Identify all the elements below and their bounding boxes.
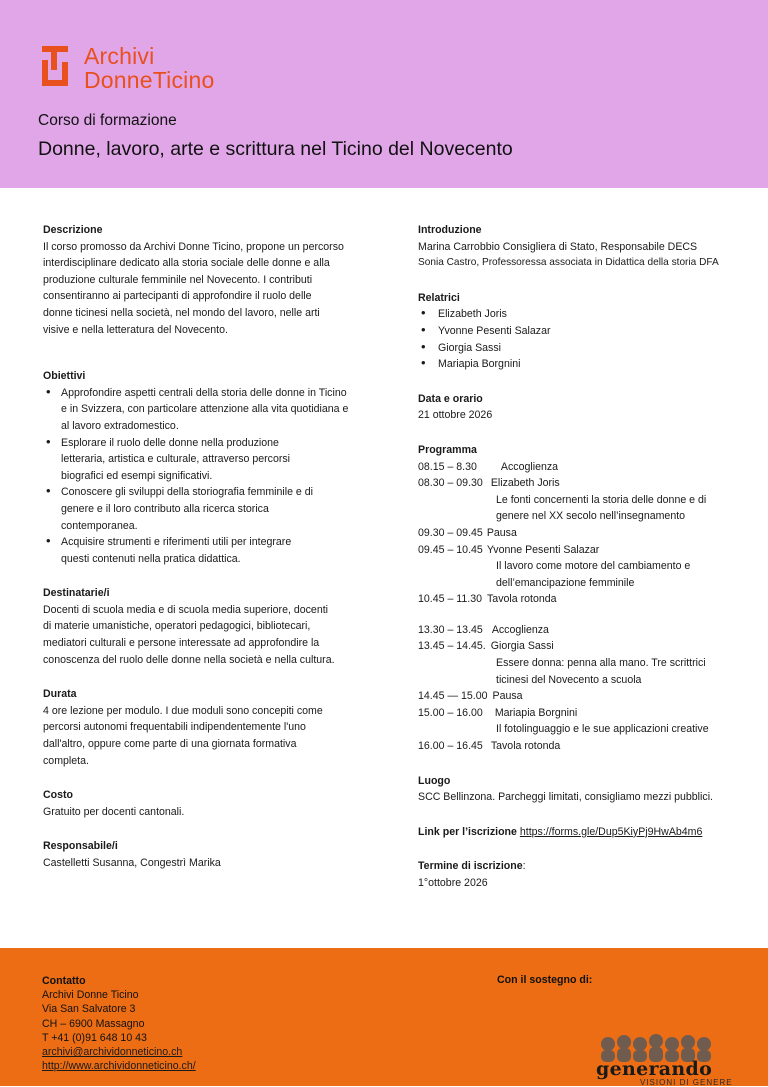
archivi-logo-icon bbox=[42, 46, 68, 86]
program-row bbox=[418, 622, 748, 639]
section-data-orario bbox=[418, 391, 748, 424]
program-label: Accoglienza bbox=[500, 460, 559, 473]
program-time: 10.45 – 11.30 bbox=[418, 593, 483, 606]
contact-block bbox=[42, 974, 196, 1073]
program-description: genere nel XX secolo nell’insegnamento bbox=[496, 510, 686, 523]
costo-text: Gratuito per docenti cantonali. bbox=[43, 805, 185, 818]
program-row bbox=[418, 688, 748, 705]
text-line: di materie umanistiche, operatori pedagogici, bibliotecari, bbox=[43, 620, 311, 633]
termine-colon: : bbox=[522, 860, 526, 873]
contact-line: Via San Salvatore 3 bbox=[42, 1003, 136, 1016]
text-line: visive e nella letteratura del Novecento. bbox=[43, 323, 228, 336]
text-line: letteraria, artistica e culturale, attraverso percorsi bbox=[61, 453, 291, 466]
list-item: • Giorgia Sassi bbox=[418, 340, 748, 357]
website-link[interactable]: http://www.archividonneticino.ch/ bbox=[42, 1060, 196, 1073]
program-row bbox=[418, 638, 748, 655]
contact-line: CH – 6900 Massagno bbox=[42, 1017, 145, 1030]
program-time: 08.30 – 09.30 bbox=[418, 477, 483, 490]
program-description: ticinesi del Novecento a scuola bbox=[496, 673, 642, 686]
program-label: Elizabeth Joris bbox=[490, 477, 560, 490]
section-destinatari bbox=[43, 585, 368, 668]
text-line: interdisciplinare dedicato alla storia sociale delle donne e alla bbox=[43, 257, 330, 270]
text-line: produzione culturale femminile nel Novecento. I contributi bbox=[43, 273, 313, 286]
program-time: 14.45 — 15.00 bbox=[418, 690, 488, 703]
luogo-text: SCC Bellinzona. Parcheggi limitati, consigliamo mezzi pubblici. bbox=[418, 791, 713, 804]
program-time: 09.30 – 09.45 bbox=[418, 526, 483, 539]
left-column bbox=[43, 222, 368, 890]
program-row bbox=[418, 705, 748, 722]
contact-line: Archivi Donne Ticino bbox=[42, 989, 139, 1002]
section-introduzione bbox=[418, 222, 748, 272]
section-iscrizione bbox=[418, 824, 748, 841]
program-row bbox=[418, 591, 748, 608]
registration-link[interactable]: https://forms.gle/Dup5KiyPj9HwAb4m6 bbox=[519, 825, 703, 838]
contact-heading: Contatto bbox=[42, 975, 86, 987]
section-luogo bbox=[418, 773, 748, 806]
text-line: biografici ed esempi significativi. bbox=[61, 469, 213, 482]
program-row bbox=[418, 459, 748, 476]
list-item: • Mariapia Borgnini bbox=[418, 356, 748, 373]
heading-programma: Programma bbox=[418, 443, 477, 456]
heading-data-orario: Data e orario bbox=[418, 392, 483, 405]
page-title: Donne, lavoro, arte e scrittura nel Ticino del Novecento bbox=[38, 138, 513, 160]
introduzione-line-2: Sonia Castro, Professoressa associata in Didattica della storia DFA bbox=[418, 257, 719, 269]
text-line: completa. bbox=[43, 754, 89, 767]
text-line: Il corso promosso da Archivi Donne Ticino, propone un percorso bbox=[43, 240, 344, 253]
logo-wordmark bbox=[84, 44, 214, 92]
section-durata bbox=[43, 686, 368, 769]
heading-descrizione: Descrizione bbox=[43, 224, 103, 236]
relatrici-list bbox=[418, 306, 748, 372]
sponsor-logo-tagline: VISIONI DI GENERE bbox=[640, 1078, 733, 1087]
program-row bbox=[418, 738, 748, 755]
section-obiettivi bbox=[43, 368, 368, 567]
responsabile-text: Castelletti Susanna, Congestrì Marika bbox=[43, 857, 221, 869]
program-description: dell’emancipazione femminile bbox=[496, 576, 635, 589]
sponsor-label: Con il sostegno di: bbox=[497, 974, 593, 986]
text-line: genere e il loro contributo alla ricerca storica bbox=[61, 502, 269, 515]
program-row bbox=[418, 475, 748, 492]
heading-destinatari: Destinatarie/i bbox=[43, 587, 110, 600]
section-responsabile bbox=[43, 838, 368, 871]
text-line: • Acquisire strumenti e riferimenti utili per integrare bbox=[61, 536, 292, 549]
program-label: Giorgia Sassi bbox=[490, 640, 554, 653]
course-type: Corso di formazione bbox=[38, 112, 177, 129]
program-description: Il lavoro come motore del cambiamento e bbox=[496, 560, 691, 573]
program-row bbox=[418, 542, 748, 559]
section-costo bbox=[43, 787, 368, 820]
heading-durata: Durata bbox=[43, 688, 77, 701]
text-line: Docenti di scuola media e di scuola media superiore, docenti bbox=[43, 603, 329, 616]
text-line: • Conoscere gli sviluppi della storiografia femminile e di bbox=[61, 486, 314, 499]
text-line: dall'altro, oppure come parte di una giornata formativa bbox=[43, 738, 297, 751]
text-line: mediatori culturali e persone interessate ad approfondire la bbox=[43, 637, 320, 650]
program-description: Essere donna: penna alla mano. Tre scrittrici bbox=[496, 657, 706, 670]
text-line: percorsi autonomi frequentabili indipendentemente l'uno bbox=[43, 721, 306, 734]
sponsor-logo-name: generando bbox=[596, 1058, 713, 1080]
logo-line-2: DonneTicino bbox=[84, 67, 215, 93]
text-line: • Approfondire aspetti centrali della storia delle donne in Ticino bbox=[61, 386, 347, 399]
section-descrizione bbox=[43, 222, 368, 338]
list-item bbox=[43, 534, 368, 567]
text-line: • Esplorare il ruolo delle donne nella produzione bbox=[61, 436, 279, 449]
program-time: 15.00 – 16.00 bbox=[418, 706, 483, 719]
text-line: al lavoro extradomestico. bbox=[61, 419, 179, 432]
right-column bbox=[418, 222, 748, 910]
program-description: Le fonti concernenti la storia delle donne e di bbox=[496, 493, 707, 506]
program-label: Accoglienza bbox=[491, 623, 549, 636]
heading-introduzione: Introduzione bbox=[418, 224, 482, 236]
heading-relatrici: Relatrici bbox=[418, 291, 460, 304]
heading-obiettivi: Obiettivi bbox=[43, 370, 86, 383]
text-line: e in Svizzera, con particolare attenzione alla vita quotidiana e bbox=[61, 403, 349, 416]
termine-text: 1°ottobre 2026 bbox=[418, 877, 488, 889]
program-time: 13.30 – 13.45 bbox=[418, 623, 483, 636]
list-item bbox=[43, 435, 368, 485]
program-time: 13.45 – 14.45. bbox=[418, 640, 486, 653]
heading-termine: Termine di iscrizione bbox=[418, 860, 523, 873]
program-label: Tavola rotonda bbox=[490, 740, 561, 753]
programma-gap bbox=[418, 608, 748, 622]
obiettivi-list bbox=[43, 385, 368, 568]
text-line: consentiranno ai partecipanti di approfondire il ruolo delle bbox=[43, 290, 312, 303]
program-row bbox=[418, 525, 748, 542]
program-label: Pausa bbox=[492, 690, 523, 703]
programma-mattina bbox=[418, 459, 748, 608]
header-band bbox=[0, 0, 768, 188]
text-line: conoscenza del ruolo delle donne nella società e nella cultura. bbox=[43, 653, 335, 666]
list-item: • Yvonne Pesenti Salazar bbox=[418, 323, 748, 340]
logo-line-1: Archivi bbox=[84, 43, 155, 69]
program-time: 08.15 – 8.30 bbox=[418, 460, 477, 473]
program-label: Mariapia Borgnini bbox=[494, 706, 578, 719]
program-label: Pausa bbox=[486, 526, 517, 539]
program-time: 09.45 – 10.45 bbox=[418, 543, 483, 556]
section-termine bbox=[418, 858, 748, 891]
section-relatrici bbox=[418, 290, 748, 373]
text-line: donne ticinesi nella società, nel mondo del lavoro, nelle arti bbox=[43, 306, 320, 319]
email-link[interactable]: archivi@archividonneticino.ch bbox=[42, 1046, 183, 1059]
programma-pomeriggio bbox=[418, 622, 748, 755]
contact-line: T +41 (0)91 648 10 43 bbox=[42, 1031, 147, 1044]
text-line: questi contenuti nella pratica didattica. bbox=[61, 552, 241, 565]
heading-iscrizione: Link per l’iscrizione bbox=[418, 825, 517, 838]
list-item bbox=[43, 385, 368, 435]
program-time: 16.00 – 16.45 bbox=[418, 740, 483, 753]
text-line: contemporanea. bbox=[61, 519, 138, 532]
list-item: • Elizabeth Joris bbox=[418, 306, 748, 323]
heading-costo: Costo bbox=[43, 789, 74, 802]
data-text: 21 ottobre 2026 bbox=[418, 409, 493, 422]
heading-luogo: Luogo bbox=[418, 774, 451, 787]
program-description: Il fotolinguaggio e le sue applicazioni creative bbox=[496, 723, 709, 736]
program-label: Tavola rotonda bbox=[487, 593, 557, 606]
introduzione-line-1: Marina Carrobbio Consigliera di Stato, Responsabile DECS bbox=[418, 240, 698, 253]
text-line: 4 ore lezione per modulo. I due moduli sono concepiti come bbox=[43, 704, 323, 717]
heading-responsabile: Responsabile/i bbox=[43, 840, 118, 853]
list-item bbox=[43, 484, 368, 534]
program-label: Yvonne Pesenti Salazar bbox=[486, 543, 600, 556]
section-programma bbox=[418, 442, 748, 755]
descrizione-text bbox=[43, 239, 368, 339]
